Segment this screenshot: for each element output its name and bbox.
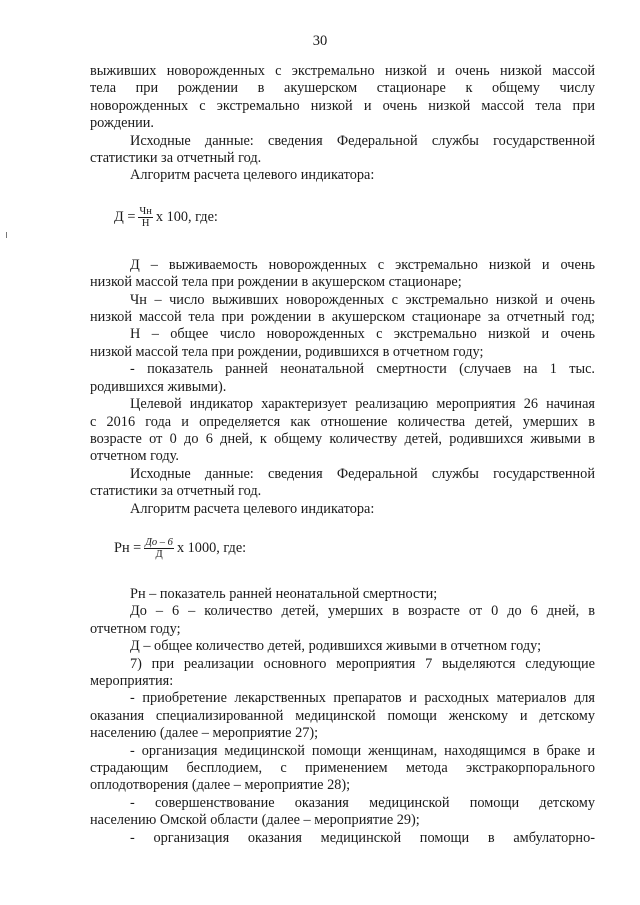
formula-rhs: х 100, где:	[155, 208, 218, 225]
text-line: Д – общее количество детей, родившихся живыми в отчетном году;	[130, 638, 542, 655]
text-line: родившихся живыми).	[90, 378, 227, 395]
fraction	[138, 206, 152, 229]
text-line: страдающим бесплодием, с применением метода экстракорпорального	[90, 760, 595, 776]
text-line: - приобретение лекарственных препаратов и расходных материалов для	[130, 690, 595, 707]
text-line: Чн – число выживших новорожденных с экстремально низкой и очень	[130, 291, 595, 308]
text-line: низкой массой тела при рождении в акушерском стационаре за отчетный год;	[90, 309, 595, 326]
text-line: новорожденных с экстремально низкой и очень низкой массой тела при	[90, 97, 595, 114]
text-line: рождении.	[90, 115, 154, 132]
text-line: мероприятия:	[90, 672, 174, 689]
text-line: статистики за отчетный год.	[90, 150, 262, 167]
text-line: отчетном году.	[90, 448, 179, 465]
text-line: Алгоритм расчета целевого индикатора:	[130, 167, 375, 184]
fraction-numerator: До – 6	[145, 537, 173, 549]
text-line: низкой массой тела при рождении в акушерском стационаре;	[90, 274, 462, 291]
formula-mortality	[90, 528, 595, 568]
formula-rhs: х 1000, где:	[176, 539, 247, 556]
text-line: - организация оказания медицинской помощи в амбулаторно-	[130, 829, 595, 846]
document-body	[90, 63, 595, 847]
text-line: Н – общее число новорожденных с экстремально низкой и очень	[130, 326, 595, 343]
text-line: - совершенствование оказания медицинской помощи детскому	[130, 794, 595, 811]
text-line: оказания специализированной медицинской помощи женскому и детскому	[90, 707, 595, 724]
formula-lhs: Рн =	[114, 539, 142, 556]
text-line: низкой массой тела при рождении, родившихся в отчетном году;	[90, 343, 484, 360]
formula-survival	[90, 197, 595, 237]
text-line: с 2016 года и определяется как отношение количества детей, умерших в	[90, 413, 595, 430]
text-line: Исходные данные: сведения Федеральной службы государственной	[130, 132, 595, 149]
margin-mark	[6, 232, 7, 238]
text-line: отчетном году;	[90, 620, 181, 637]
text-line: Исходные данные: сведения Федеральной службы государственной	[130, 465, 595, 482]
text-line: Рн – показатель ранней неонатальной смертности;	[130, 585, 438, 602]
text-line: оплодотворения (далее – мероприятие 28);	[90, 777, 351, 794]
text-line: - организация медицинской помощи женщинам, находящимся в браке и	[130, 742, 595, 759]
text-line: выживших новорожденных с экстремально низкой и очень низкой массой	[90, 63, 595, 79]
text-line: населению (далее – мероприятие 27);	[90, 725, 319, 742]
text-line: До – 6 – количество детей, умерших в возрасте от 0 до 6 дней, в	[130, 603, 595, 620]
text-line: - показатель ранней неонатальной смертности (случаев на 1 тыс.	[130, 361, 595, 378]
text-line: населению Омской области (далее – мероприятие 29);	[90, 812, 420, 829]
formula-lhs: Д =	[114, 208, 136, 225]
fraction-denominator: Д	[155, 549, 163, 561]
text-line: статистики за отчетный год.	[90, 483, 262, 500]
fraction	[144, 537, 174, 560]
text-line: Алгоритм расчета целевого индикатора:	[130, 500, 375, 517]
page-number: 30	[312, 33, 328, 49]
text-line: Целевой индикатор характеризует реализацию мероприятия 26 начиная	[130, 396, 595, 413]
fraction-denominator: Н	[141, 218, 150, 230]
text-line: тела при рождении в акушерском стационаре к общему числу	[90, 80, 595, 97]
text-line: Д – выживаемость новорожденных с экстремально низкой и очень	[130, 256, 595, 273]
text-line: возрасте от 0 до 6 дней, к общему количеству детей, родившихся живыми в	[90, 430, 595, 447]
fraction-numerator: Чн	[139, 206, 152, 218]
text-line: 7) при реализации основного мероприятия 7 выделяются следующие	[130, 655, 595, 672]
